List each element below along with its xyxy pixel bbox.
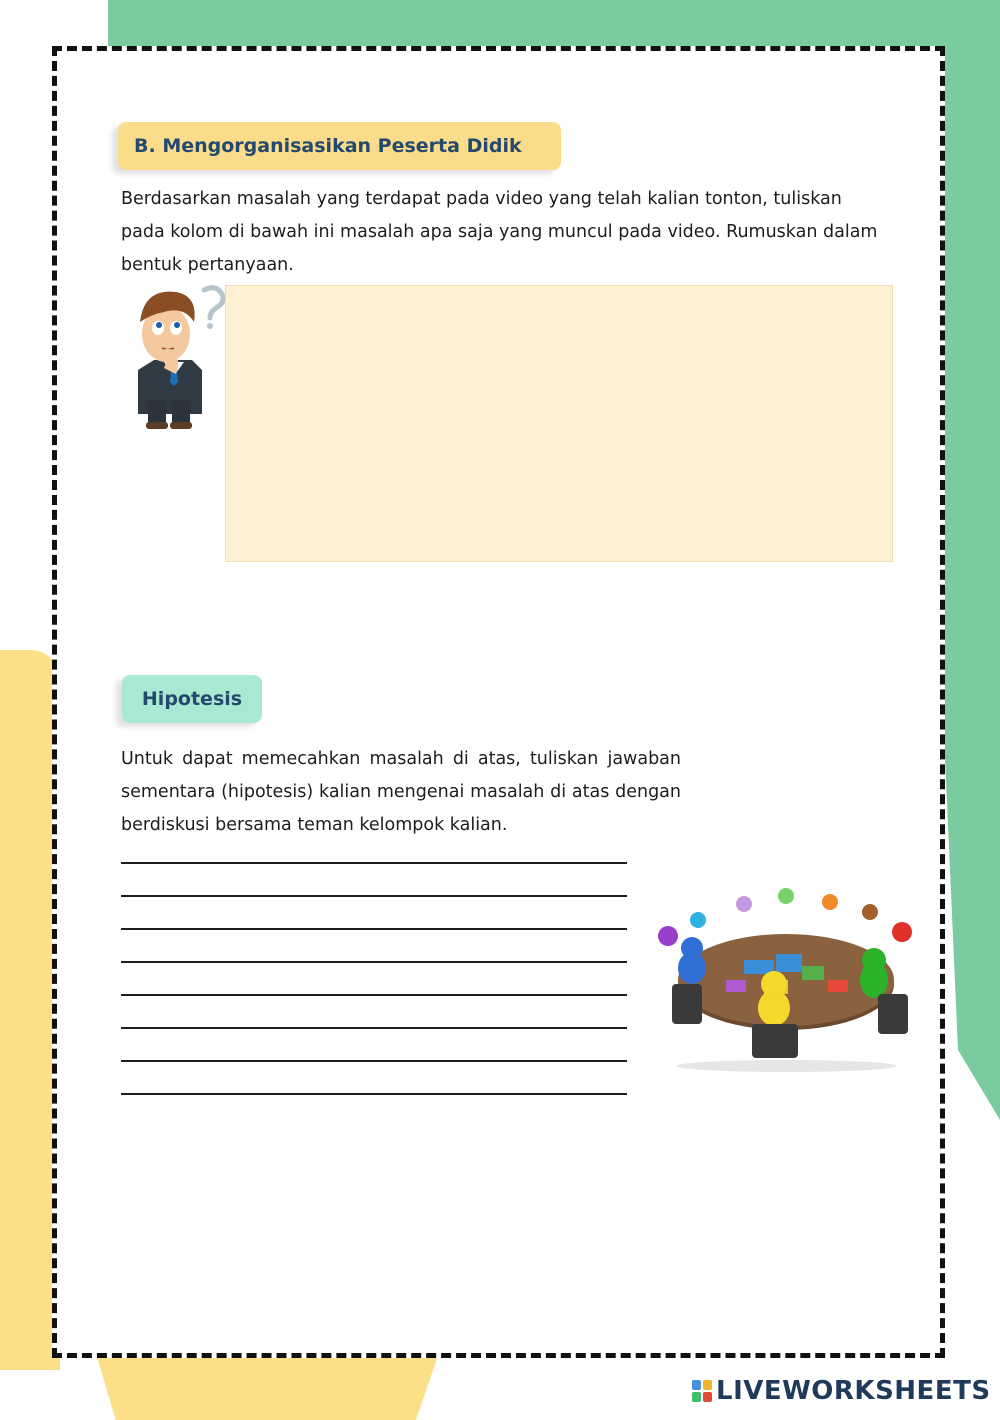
answer-line[interactable] <box>121 895 627 897</box>
problem-answer-box[interactable] <box>225 285 893 562</box>
liveworksheets-logo <box>692 1376 991 1406</box>
answer-line[interactable] <box>121 928 627 930</box>
answer-line[interactable] <box>121 1027 627 1029</box>
answer-line[interactable] <box>121 1093 627 1095</box>
answer-line[interactable] <box>121 994 627 996</box>
liveworksheets-logo-text: LIVEWORKSHEETS <box>716 1376 991 1406</box>
hipotesis-instruction: Untuk dapat memecahkan masalah di atas, tuliskan jawaban sementara (hipotesis) kalian mengenai masalah di atas dengan berdiskusi bersama teman kelompok kalian. <box>121 749 681 835</box>
decor-yellow-bottom <box>95 1350 440 1420</box>
hipotesis-title-text: Hipotesis <box>141 688 243 710</box>
thinking-man-illustration <box>118 282 228 432</box>
hypothesis-answer-lines <box>121 862 627 1126</box>
decor-yellow-left <box>0 650 60 1370</box>
answer-line[interactable] <box>121 1060 627 1062</box>
liveworksheets-mark-icon <box>692 1380 712 1402</box>
answer-line[interactable] <box>121 862 627 864</box>
puzzle-meeting-illustration <box>652 884 920 1074</box>
section-b-title-text: B. Mengorganisasikan Peserta Didik <box>134 135 522 157</box>
answer-line[interactable] <box>121 961 627 963</box>
hipotesis-title <box>122 675 262 723</box>
section-b-instruction: Berdasarkan masalah yang terdapat pada video yang telah kalian tonton, tuliskan pada kolom di bawah ini masalah apa saja yang muncul pada video. Rumuskan dalam bentuk pertanyaan. <box>121 189 878 275</box>
section-b-title <box>118 122 561 170</box>
